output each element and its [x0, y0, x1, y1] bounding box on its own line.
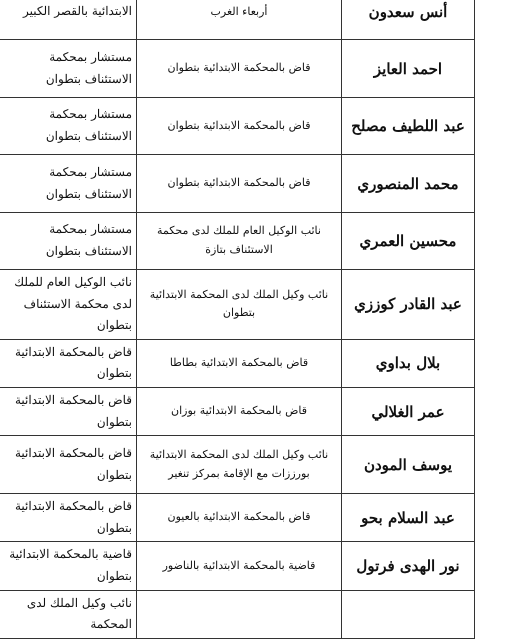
table-row	[0, 40, 475, 98]
new-assignment: قاض بالمحكمة الابتدائية بتطوان	[137, 155, 342, 213]
new-assignment: أربعاء الغرب	[137, 0, 342, 40]
judge-name: عبد السلام بحو	[342, 494, 475, 542]
table-row	[0, 0, 475, 40]
table-row	[0, 155, 475, 213]
judge-name	[342, 590, 475, 638]
judge-name: عبد اللطيف مصلح	[342, 98, 475, 155]
previous-assignment: قاض بالمحكمة الابتدائية بتطوان	[0, 436, 137, 494]
previous-assignment: مستشار بمحكمة الاستئناف بتطوان	[0, 40, 137, 98]
judge-name: احمد العايز	[342, 40, 475, 98]
table-row	[0, 270, 475, 340]
new-assignment: نائب وكيل الملك لدى المحكمة الابتدائية بتطوان	[137, 270, 342, 340]
table-row	[0, 98, 475, 155]
judge-name: نور الهدى فرتول	[342, 542, 475, 590]
new-assignment: نائب الوكيل العام للملك لدى محكمة الاستئناف بتازة	[137, 213, 342, 270]
table-row	[0, 494, 475, 542]
previous-assignment: قاض بالمحكمة الابتدائية بتطوان	[0, 494, 137, 542]
previous-assignment: مستشار بمحكمة الاستئناف بتطوان	[0, 98, 137, 155]
new-assignment: قاض بالمحكمة الابتدائية بطاطا	[137, 339, 342, 387]
previous-assignment: نائب الوكيل العام للملك لدى محكمة الاستئناف بتطوان	[0, 270, 137, 340]
judge-name: عبد القادر كوززي	[342, 270, 475, 340]
previous-assignment: مستشار بمحكمة الاستئناف بتطوان	[0, 213, 137, 270]
new-assignment: قاض بالمحكمة الابتدائية بتطوان	[137, 40, 342, 98]
judge-name: بلال بداوي	[342, 339, 475, 387]
table-row	[0, 213, 475, 270]
previous-assignment: مستشار بمحكمة الاستئناف بتطوان	[0, 155, 137, 213]
previous-assignment: الابتدائية بالقصر الكبير	[0, 0, 137, 40]
new-assignment: نائب وكيل الملك لدى المحكمة الابتدائية بورززات مع الإقامة بمركز تنغير	[137, 436, 342, 494]
judge-name: محسين العمري	[342, 213, 475, 270]
table-row	[0, 436, 475, 494]
table-row	[0, 387, 475, 435]
judge-name: يوسف المودن	[342, 436, 475, 494]
previous-assignment: قاض بالمحكمة الابتدائية بتطوان	[0, 339, 137, 387]
table-row	[0, 542, 475, 590]
new-assignment: قاضية بالمحكمة الابتدائية بالناضور	[137, 542, 342, 590]
table-row	[0, 339, 475, 387]
judge-name: عمر الغلالي	[342, 387, 475, 435]
new-assignment: قاض بالمحكمة الابتدائية بتطوان	[137, 98, 342, 155]
judge-name: أنس سعدون	[342, 0, 475, 40]
table-row	[0, 590, 475, 638]
previous-assignment: نائب وكيل الملك لدى المحكمة	[0, 590, 137, 638]
previous-assignment: قاضية بالمحكمة الابتدائية بتطوان	[0, 542, 137, 590]
previous-assignment: قاض بالمحكمة الابتدائية بتطوان	[0, 387, 137, 435]
judge-name: محمد المنصوري	[342, 155, 475, 213]
new-assignment: قاض بالمحكمة الابتدائية بالعيون	[137, 494, 342, 542]
new-assignment	[137, 590, 342, 638]
new-assignment: قاض بالمحكمة الابتدائية بوزان	[137, 387, 342, 435]
